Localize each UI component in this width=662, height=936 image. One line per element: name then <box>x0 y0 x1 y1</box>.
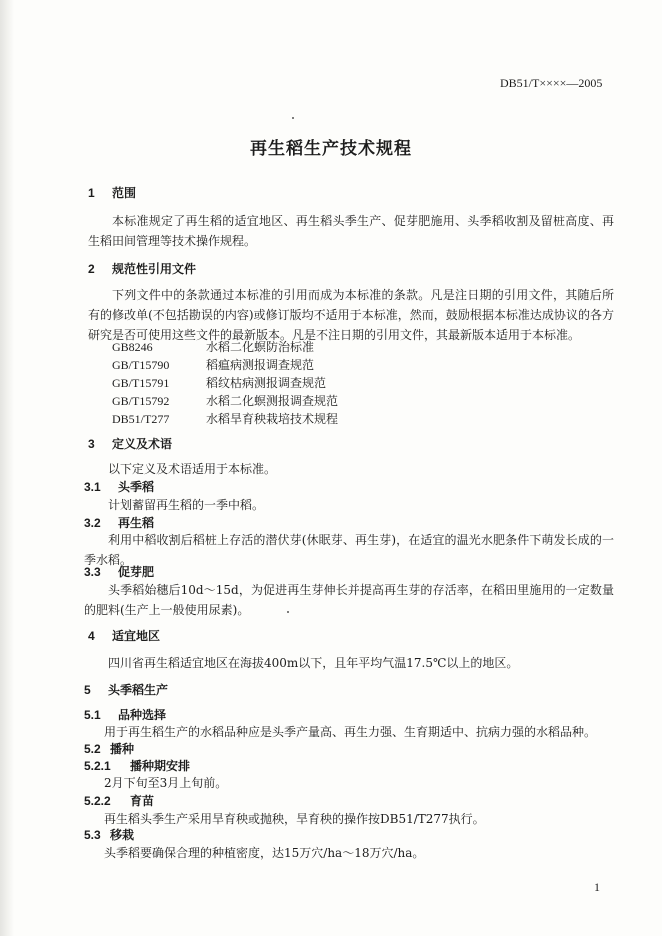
section-5-heading: 5 头季稻生产 <box>84 683 169 697</box>
subsection-5-2-2-text: 再生稻头季生产采用旱育秧或抛秧，旱育秧的操作按DB51/T277执行。 <box>104 812 485 826</box>
subsection-5-2-heading: 5.2 播种 <box>84 742 135 756</box>
page-title: 再生稻生产技术规程 <box>250 139 412 159</box>
section-2-paragraph: 下列文件中的条款通过本标准的引用而成为本标准的条款。凡是注日期的引用文件，其随后所有的修改单(不包括勘误的内容)或修订版均不适用于本标准，然而，鼓励根据本标准达成协议的各方研究是否可使用这些文件的最新版本。凡是不注日期的引用文件，其最新版本适用于本标准。 <box>88 288 614 342</box>
definition-3-2-heading: 3.2 再生稻 <box>84 516 155 530</box>
section-1-paragraph: 本标准规定了再生稻的适宜地区、再生稻头季生产、促芽肥施用、头季稻收割及留桩高度、再生稻田间管理等技术操作规程。 <box>88 214 614 248</box>
section-3-heading: 3 定义及术语 <box>88 437 173 451</box>
section-2-heading: 2 规范性引用文件 <box>88 262 197 276</box>
section-1-heading: 1 范围 <box>88 186 137 200</box>
subsection-5-2-1-text: 2月下旬至3月上旬前。 <box>104 776 228 790</box>
page-number: 1 <box>594 880 600 894</box>
document-code: DB51/T××××—2005 <box>500 76 603 90</box>
definition-3-1-heading: 3.1 头季稻 <box>84 480 155 494</box>
subsection-5-1-text: 用于再生稻生产的水稻品种应是头季产量高、再生力强、生育期适中、抗病力强的水稻品种。 <box>104 725 597 739</box>
reference-item: GB/T15791 稻纹枯病测报调查规范 <box>112 376 327 390</box>
definition-3-2-text: 利用中稻收割后稻桩上存活的潜伏芽(休眠芽、再生芽)，在适宜的温光水肥条件下萌发长成的一季水稻。 <box>84 533 614 567</box>
reference-item: GB8246 水稻二化螟防治标准 <box>112 340 315 354</box>
section-4-heading: 4 适宜地区 <box>88 629 161 643</box>
reference-item: GB/T15790 稻瘟病测报调查规范 <box>112 358 315 372</box>
subsection-5-3-text: 头季稻要确保合理的种植密度，达15万穴/ha～18万穴/ha。 <box>104 846 425 860</box>
definition-3-3-text: 头季稻始穗后10d～15d，为促进再生芽伸长并提高再生芽的存活率，在稻田里施用的一定数量的肥料(生产上一般使用尿素)。 <box>84 583 614 617</box>
section-3-intro: 以下定义及术语适用于本标准。 <box>108 462 277 476</box>
subsection-5-1-heading: 5.1 品种选择 <box>84 708 167 722</box>
reference-item: DB51/T277 水稻旱育秧栽培技术规程 <box>112 412 339 426</box>
section-4-paragraph: 四川省再生稻适宜地区在海拔400m以下，且年平均气温17.5℃以上的地区。 <box>108 656 519 670</box>
reference-item: GB/T15792 水稻二化螟测报调查规范 <box>112 394 339 408</box>
subsection-5-2-1-heading: 5.2.1 播种期安排 <box>84 759 191 773</box>
subsection-5-3-heading: 5.3 移栽 <box>84 828 135 842</box>
definition-3-1-text: 计划蓄留再生稻的一季中稻。 <box>108 498 265 512</box>
subsection-5-2-2-heading: 5.2.2 育苗 <box>84 794 155 808</box>
scan-speck <box>292 117 294 119</box>
definition-3-3-heading: 3.3 促芽肥 <box>84 565 155 579</box>
